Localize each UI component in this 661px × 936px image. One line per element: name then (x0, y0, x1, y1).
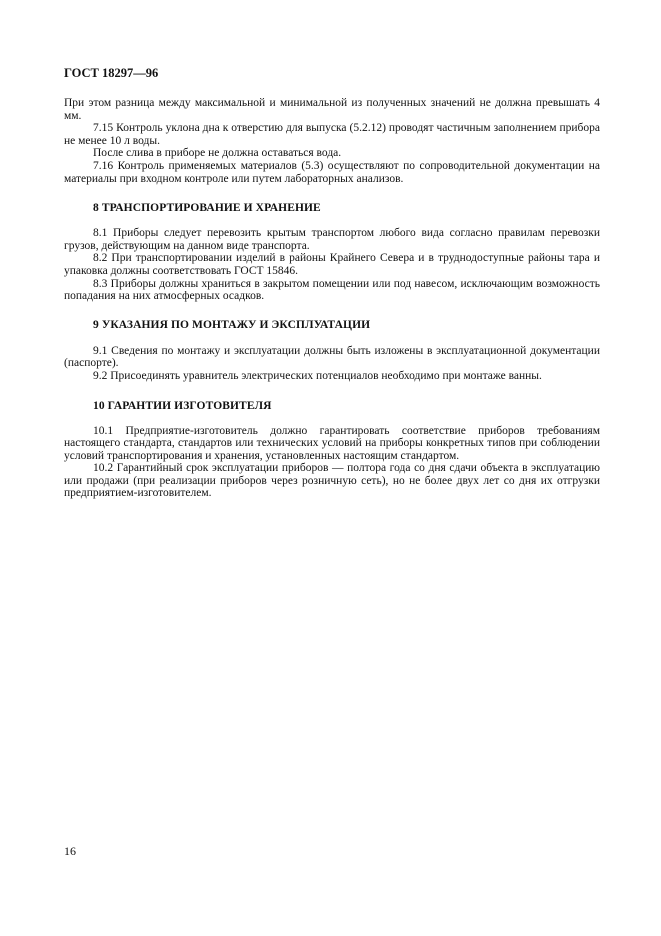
section-10-heading: 10 ГАРАНТИИ ИЗГОТОВИТЕЛЯ (93, 399, 272, 412)
paragraph-8-3: 8.3 Приборы должны храниться в закрытом помещении или под навесом, исключающим возможность попадания на них атмосферных осадков. (64, 277, 600, 303)
section-8-heading: 8 ТРАНСПОРТИРОВАНИЕ И ХРАНЕНИЕ (93, 202, 321, 215)
document-page (64, 66, 600, 500)
paragraph-intro-continuation: При этом разница между максимальной и минимальной из полученных значений не должна превышать 4 мм. (64, 97, 600, 122)
paragraph-8-2: 8.2 При транспортировании изделий в районы Крайнего Севера и в труднодоступные районы тара и упаковка должны соответствовать ГОСТ 15846. (64, 252, 600, 277)
paragraph-10-2: 10.2 Гарантийный срок эксплуатации приборов — полтора года со дня сдачи объекта в эксплуатацию или продажи (при реализации приборов через розничную сеть), но не более двух лет со дня их отгрузки предприятием-изготовителем. (64, 462, 600, 500)
paragraph-7-15-note: После слива в приборе не должна оставаться вода. (93, 147, 342, 160)
page-number: 16 (64, 844, 76, 858)
paragraph-7-16: 7.16 Контроль применяемых материалов (5.3) осуществляют по сопроводительной документации на материалы при входном контроле или путем лабораторных анализов. (64, 159, 600, 185)
paragraph-7-15: 7.15 Контроль уклона дна к отверстию для выпуска (5.2.12) проводят частичным заполнением прибора не менее 10 л воды. (64, 122, 600, 147)
paragraph-9-2: 9.2 Присоединять уравнитель электрических потенциалов необходимо при монтаже ванны. (93, 369, 542, 382)
paragraph-8-1: 8.1 Приборы следует перевозить крытым транспортом любого вида согласно правилам перевозки грузов, действующим на данном виде транспорта. (64, 227, 600, 252)
section-9-heading: 9 УКАЗАНИЯ ПО МОНТАЖУ И ЭКСПЛУАТАЦИИ (93, 318, 371, 331)
document-header: ГОСТ 18297—96 (64, 66, 159, 80)
paragraph-9-1: 9.1 Сведения по монтажу и эксплуатации должны быть изложены в эксплуатационной документации (паспорте). (64, 344, 600, 370)
paragraph-10-1: 10.1 Предприятие-изготовитель должно гарантировать соответствие приборов требованиям настоящего стандарта, стандартов или технических условий на приборы конкретных типов при соблюдении условий транспортирования и хранения, установленных настоящим стандартом. (64, 424, 600, 462)
